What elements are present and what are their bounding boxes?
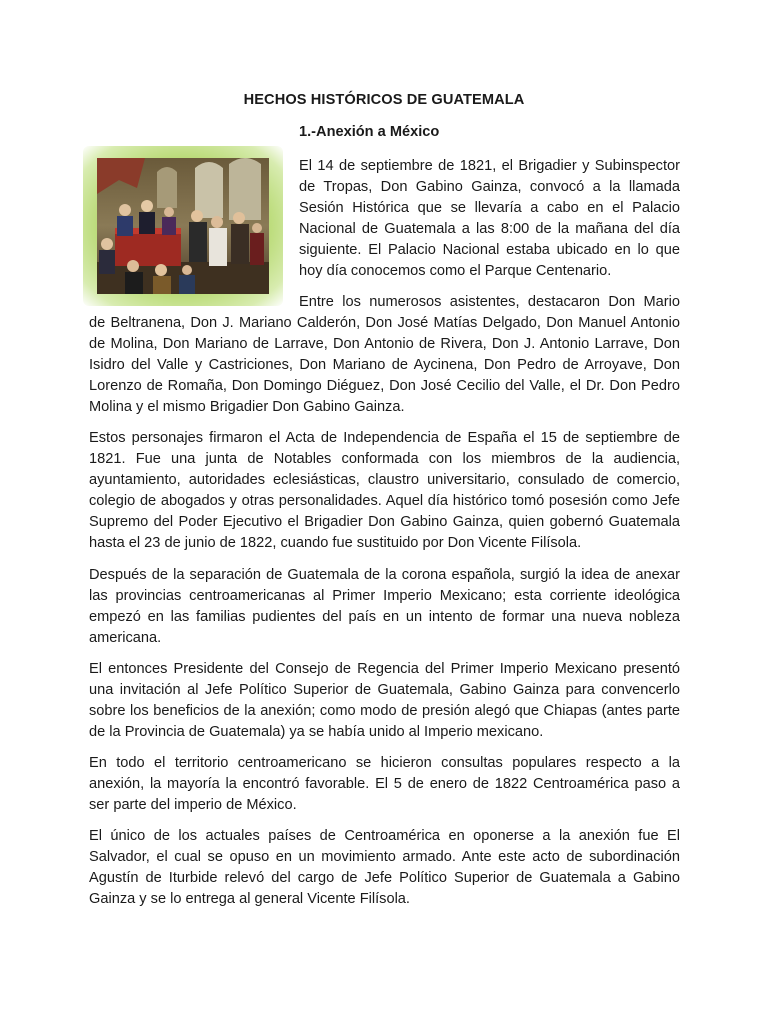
paragraph-5: El entonces Presidente del Consejo de Regencia del Primer Imperio Mexicano presentó una invitación al Jefe Político Superior de Guatemala, Gabino Gainza para convencerlo sobre los beneficios de la anexión; como modo de presión alegó que Chiapas (antes parte de la Provincia de Guatemala) ya se había unido al Imperio mexicano. <box>89 661 680 740</box>
historical-painting-figure <box>83 146 283 306</box>
section-heading: 1.-Anexión a México <box>299 124 440 140</box>
paragraph-2-continued: de Beltranena, Don J. Mariano Calderón, Don José Matías Delgado, Don Manuel Antonio de Molina, Don Mariano de Larrave, Don Antonio de Rivera, Don J. Antonio Larrave, Don Isidro del Valle y Castriciones, Don Mariano de Aycinena, Don Pedro de Arroyave, Don Lorenzo de Romaña, Don Domingo Diéguez, Don José Cecilio del Valle, el Dr. Don Pedro Molina y el mismo Brigadier Don Gabino Gainza. <box>89 315 680 415</box>
paragraph-3: Estos personajes firmaron el Acta de Independencia de España el 15 de septiembre de 1821. Fue una junta de Notables conformada con los miembros de la audiencia, ayuntamiento, autoridades eclesiásticas, claustro universitario, consulado de comercio, colegio de abogados y otras personalidades. Aquel día histórico tomó posesión como Jefe Supremo del Poder Ejecutivo el Brigadier Don Gabino Gainza, quien gobernó Guatemala hasta el 23 de junio de 1822, cuando fue sustituido por Don Vicente Filísola. <box>89 430 680 551</box>
paragraph-6: En todo el territorio centroamericano se hicieron consultas populares respecto a la anexión, la mayoría la encontró favorable. El 5 de enero de 1822 Centroamérica paso a ser parte del imperio de México. <box>89 755 680 813</box>
paragraph-2-intro: Entre los numerosos asistentes, destacaron Don Mario <box>299 294 680 310</box>
document-title: HECHOS HISTÓRICOS DE GUATEMALA <box>243 92 525 108</box>
paragraph-7: El único de los actuales países de Centroamérica en oponerse a la anexión fue El Salvador, el cual se opuso en un movimiento armado. Ante este acto de subordinación Agustín de Iturbide relevó del cargo de Jefe Político Superior de Guatemala a Gabino Gainza y se lo entrega al general Vicente Filísola. <box>89 828 680 907</box>
painting-image <box>97 158 269 294</box>
paragraph-1: El 14 de septiembre de 1821, el Brigadier y Subinspector de Tropas, Don Gabino Gainza, convocó a la llamada Sesión Histórica que se llevaría a cabo en el Palacio Nacional de Guatemala a las 8:00 de la mañana del día siguiente. El Palacio Nacional estaba ubicado en lo que hoy día conocemos como el Parque Centenario. <box>299 158 680 279</box>
paragraph-4: Después de la separación de Guatemala de la corona española, surgió la idea de anexar las provincias centroamericanas al Primer Imperio Mexicano; esta corriente ideológica empezó en las familias pudientes del país en un intento de formar una nueva nobleza americana. <box>89 567 680 646</box>
